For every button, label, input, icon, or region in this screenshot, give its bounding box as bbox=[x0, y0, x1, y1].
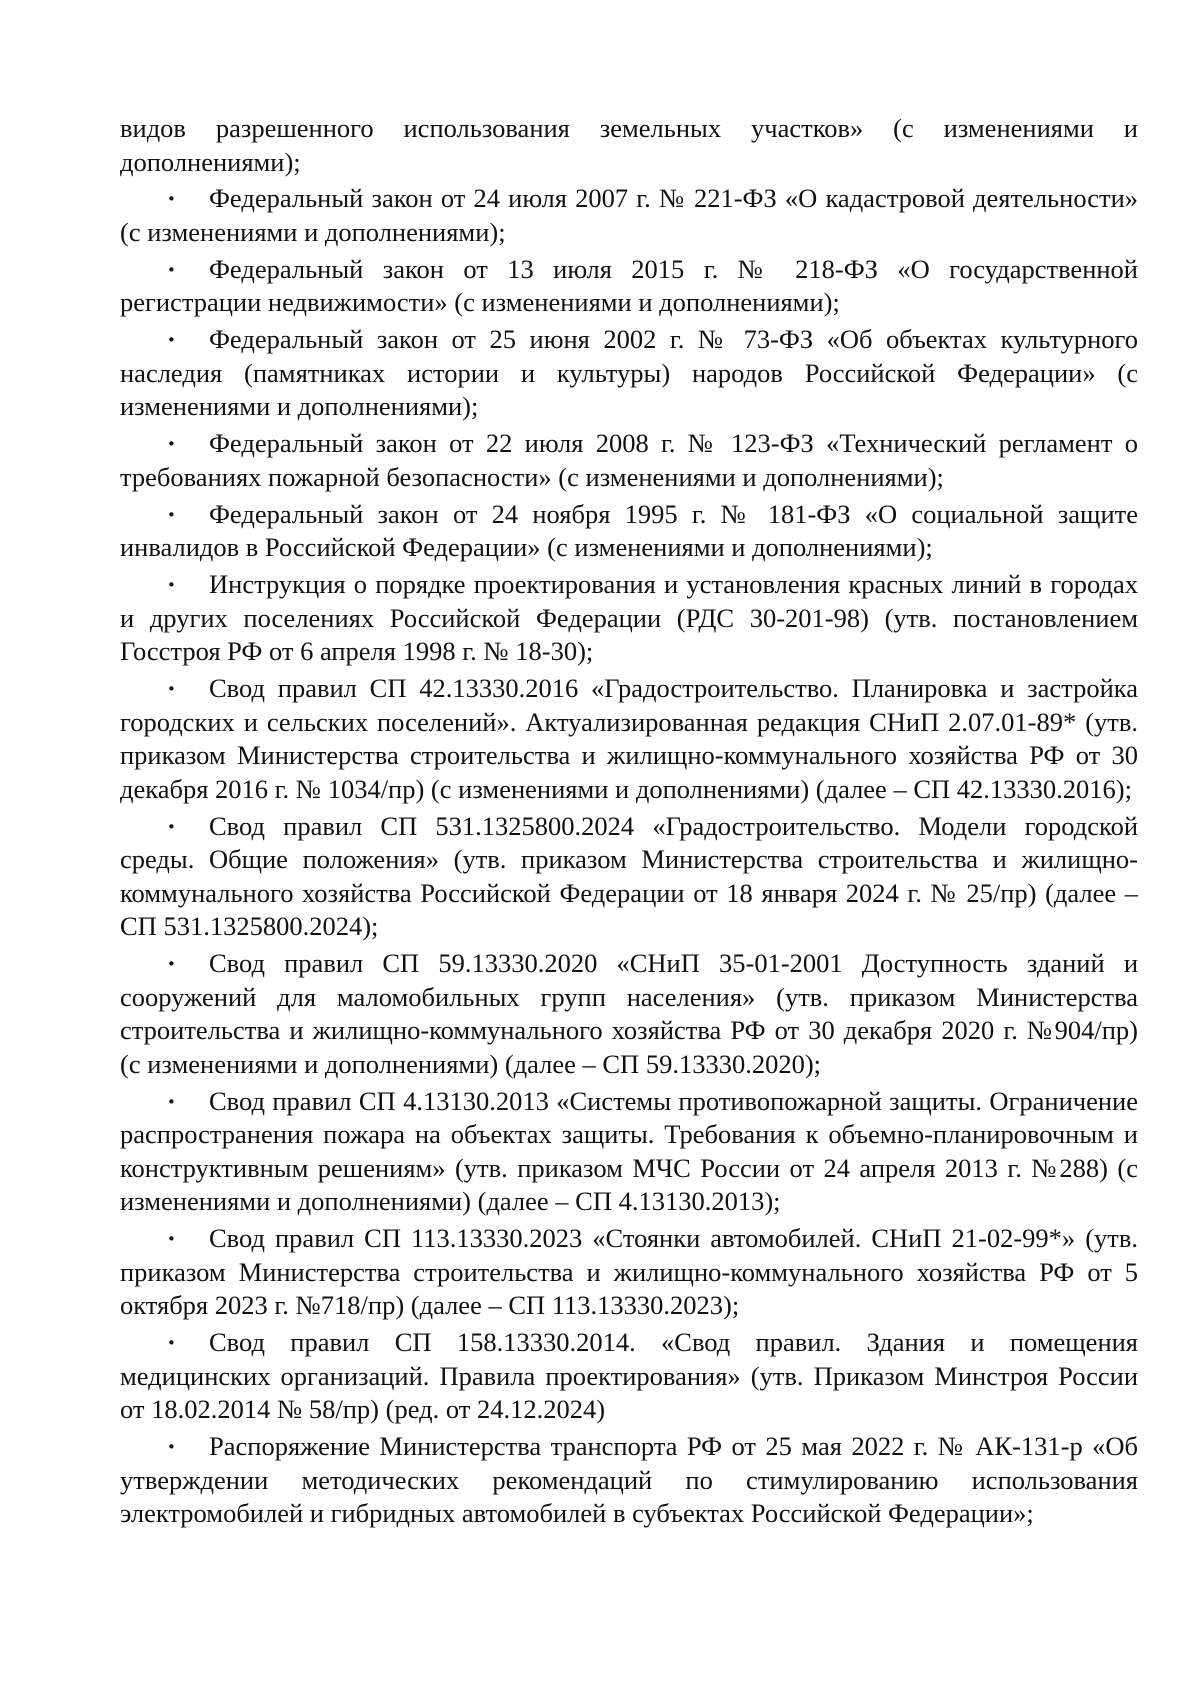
list-item bbox=[120, 672, 1138, 806]
bullet-marker: · bbox=[167, 948, 176, 978]
list-item-text: Свод правил СП 113.13330.2023 «Стоянки автомобилей. СНиП 21-02-99*» (утв. приказом Министерства строительства и жилищно-коммунального хозяйства РФ от 5 октября 2023 г. №718/пр) (далее – СП 113.13330.2023); bbox=[120, 1223, 1138, 1320]
list-item-text: Свод правил СП 531.1325800.2024 «Градостроительство. Модели городской среды. Общие положения» (утв. приказом Министерства строительства и жилищно-коммунального хозяйства Российской Федерации от 18 января 2024 г. № 25/пр) (далее – СП 531.1325800.2024); bbox=[120, 810, 1138, 941]
list-item bbox=[120, 253, 1138, 320]
bullet-marker: · bbox=[167, 810, 176, 841]
list-item-text: Федеральный закон от 25 июня 2002 г. № 73-ФЗ «Об объектах культурного наследия (памятниках истории и культуры) народов Российской Федерации» (с изменениями и дополнениями); bbox=[120, 324, 1138, 421]
list-item bbox=[120, 182, 1138, 249]
bullet-marker: · bbox=[167, 428, 176, 458]
list-item-text: Инструкция о порядке проектирования и установления красных линий в городах и других поселениях Российской Федерации (РДС 30-201-98) (утв. постановлением Госстроя РФ от 6 апреля 1998 г. № 18-30); bbox=[120, 569, 1138, 666]
list-item-text: Федеральный закон от 22 июля 2008 г. № 123-ФЗ «Технический регламент о требованиях пожарной безопасности» (с изменениями и дополнениями); bbox=[120, 428, 1138, 492]
list-item bbox=[120, 1326, 1138, 1427]
list-item-text: Свод правил СП 42.13330.2016 «Градостроительство. Планировка и застройка городских и сельских поселений». Актуализированная редакция СНиП 2.07.01-89* (утв. приказом Министерства строительства и жилищно-коммунального хозяйства РФ от 30 декабря 2016 г. № 1034/пр) (с изменениями и дополнениями) (далее – СП 42.13330.2016); bbox=[120, 673, 1138, 804]
list-item-text: Свод правил СП 59.13330.2020 «СНиП 35-01-2001 Доступность зданий и сооружений для маломобильных групп населения» (утв. приказом Министерства строительства и жилищно-коммунального хозяйства РФ от 30 декабря 2020 г. №904/пр) (с изменениями и дополнениями) (далее – СП 59.13330.2020); bbox=[120, 948, 1138, 1079]
list-item-text: Распоряжение Министерства транспорта РФ от 25 мая 2022 г. № АК-131-р «Об утверждении методических рекомендаций по стимулированию использования электромобилей и гибридных автомобилей в субъектах Российской Федерации»; bbox=[120, 1431, 1138, 1528]
document-page bbox=[120, 112, 1138, 1534]
bullet-marker: · bbox=[167, 183, 176, 213]
bullet-marker: · bbox=[167, 1431, 176, 1461]
list-item bbox=[120, 427, 1138, 494]
list-item-text: Федеральный закон от 24 июля 2007 г. № 221-ФЗ «О кадастровой деятельности» (с изменениями и дополнениями); bbox=[120, 183, 1138, 247]
list-item bbox=[120, 810, 1138, 944]
list-item bbox=[120, 1430, 1138, 1531]
list-item-text: Федеральный закон от 13 июля 2015 г. № 218-ФЗ «О государственной регистрации недвижимости» (с изменениями и дополнениями); bbox=[120, 253, 1138, 317]
list-item bbox=[120, 323, 1138, 424]
list-item bbox=[120, 568, 1138, 669]
list-item-text: Свод правил СП 158.13330.2014. «Свод правил. Здания и помещения медицинских организаций. Правила проектирования» (утв. Приказом Минстроя России от 18.02.2014 № 58/пр) (ред. от 24.12.2024) bbox=[120, 1327, 1138, 1424]
list-item bbox=[120, 1085, 1138, 1219]
bullet-marker: · bbox=[167, 253, 176, 284]
list-item bbox=[120, 498, 1138, 565]
list-item bbox=[120, 1222, 1138, 1323]
list-item-text: Федеральный закон от 24 ноября 1995 г. № 181-ФЗ «О социальной защите инвалидов в Российской Федерации» (с изменениями и дополнениями); bbox=[120, 498, 1138, 562]
bullet-marker: · bbox=[167, 324, 176, 354]
bullet-marker: · bbox=[167, 1223, 176, 1253]
bullet-marker: · bbox=[167, 1085, 176, 1116]
bullet-marker: · bbox=[167, 673, 176, 703]
intro-paragraph: видов разрешенного использования земельных участков» (с изменениями и дополнениями); bbox=[120, 113, 1138, 177]
bullet-marker: · bbox=[167, 498, 176, 529]
bullet-marker: · bbox=[167, 1327, 176, 1357]
list-item-text: Свод правил СП 4.13130.2013 «Системы противопожарной защиты. Ограничение распространения пожара на объектах защиты. Требования к объемно-планировочным и конструктивным решениям» (утв. приказом МЧС России от 24 апреля 2013 г. №288) (с изменениями и дополнениями) (далее – СП 4.13130.2013); bbox=[120, 1085, 1138, 1216]
bullet-marker: · bbox=[167, 569, 176, 599]
list-item bbox=[120, 947, 1138, 1081]
regulation-list bbox=[120, 182, 1138, 1531]
